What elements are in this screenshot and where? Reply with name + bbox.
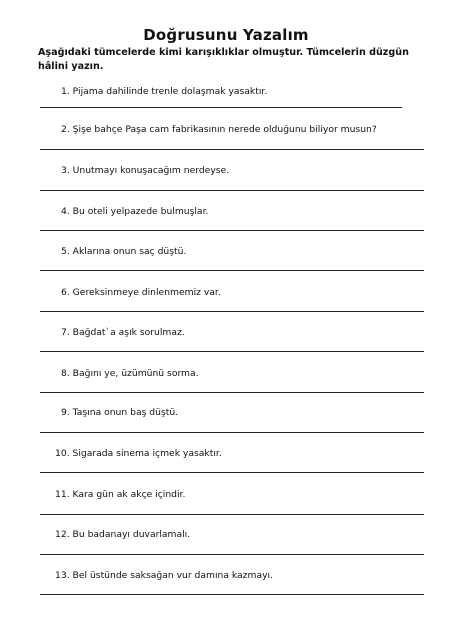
answer-line-9[interactable] bbox=[40, 432, 424, 433]
answer-line-10[interactable] bbox=[40, 472, 424, 473]
question-8: 8. Bağını ye, üzümünü sorma. bbox=[61, 368, 199, 379]
answer-line-4[interactable] bbox=[40, 230, 424, 231]
question-13: 13. Bel üstünde saksağan vur damına kazmayı. bbox=[55, 570, 273, 581]
question-7: 7. Bağdat`a aşık sorulmaz. bbox=[61, 327, 185, 338]
answer-line-6[interactable] bbox=[40, 311, 424, 312]
question-3: 3. Unutmayı konuşacağım nerdeyse. bbox=[61, 165, 230, 176]
answer-line-3[interactable] bbox=[40, 190, 424, 191]
question-12: 12. Bu badanayı duvarlamalı. bbox=[55, 529, 191, 540]
question-2: 2. Şişe bahçe Paşa cam fabrikasının nerede olduğunu biliyor musun? bbox=[61, 124, 377, 135]
answer-line-12[interactable] bbox=[40, 554, 424, 555]
answer-line-1[interactable] bbox=[40, 107, 402, 108]
question-4: 4. Bu oteli yelpazede bulmuşlar. bbox=[61, 206, 209, 217]
answer-line-2[interactable] bbox=[40, 149, 424, 150]
answer-line-5[interactable] bbox=[40, 270, 424, 271]
question-11: 11. Kara gün ak akçe içindir. bbox=[55, 489, 186, 500]
question-1: 1. Pijama dahilinde trenle dolaşmak yasaktır. bbox=[61, 86, 268, 97]
answer-line-8[interactable] bbox=[40, 392, 424, 393]
answer-line-13[interactable] bbox=[40, 594, 424, 595]
instructions: Aşağıdaki tümcelerde kimi karışıklıklar olmuştur. Tümcelerin düzgün hâlini yazın. bbox=[38, 47, 409, 72]
answer-line-11[interactable] bbox=[40, 514, 424, 515]
question-6: 6. Gereksinmeye dinlenmemiz var. bbox=[61, 287, 221, 298]
question-10: 10. Sigarada sinema içmek yasaktır. bbox=[55, 448, 222, 459]
question-5: 5. Aklarına onun saç düştü. bbox=[61, 246, 187, 257]
answer-line-7[interactable] bbox=[40, 351, 424, 352]
question-9: 9. Taşına onun baş düştü. bbox=[61, 407, 179, 418]
worksheet-title: Doğrusunu Yazalım bbox=[143, 26, 309, 44]
